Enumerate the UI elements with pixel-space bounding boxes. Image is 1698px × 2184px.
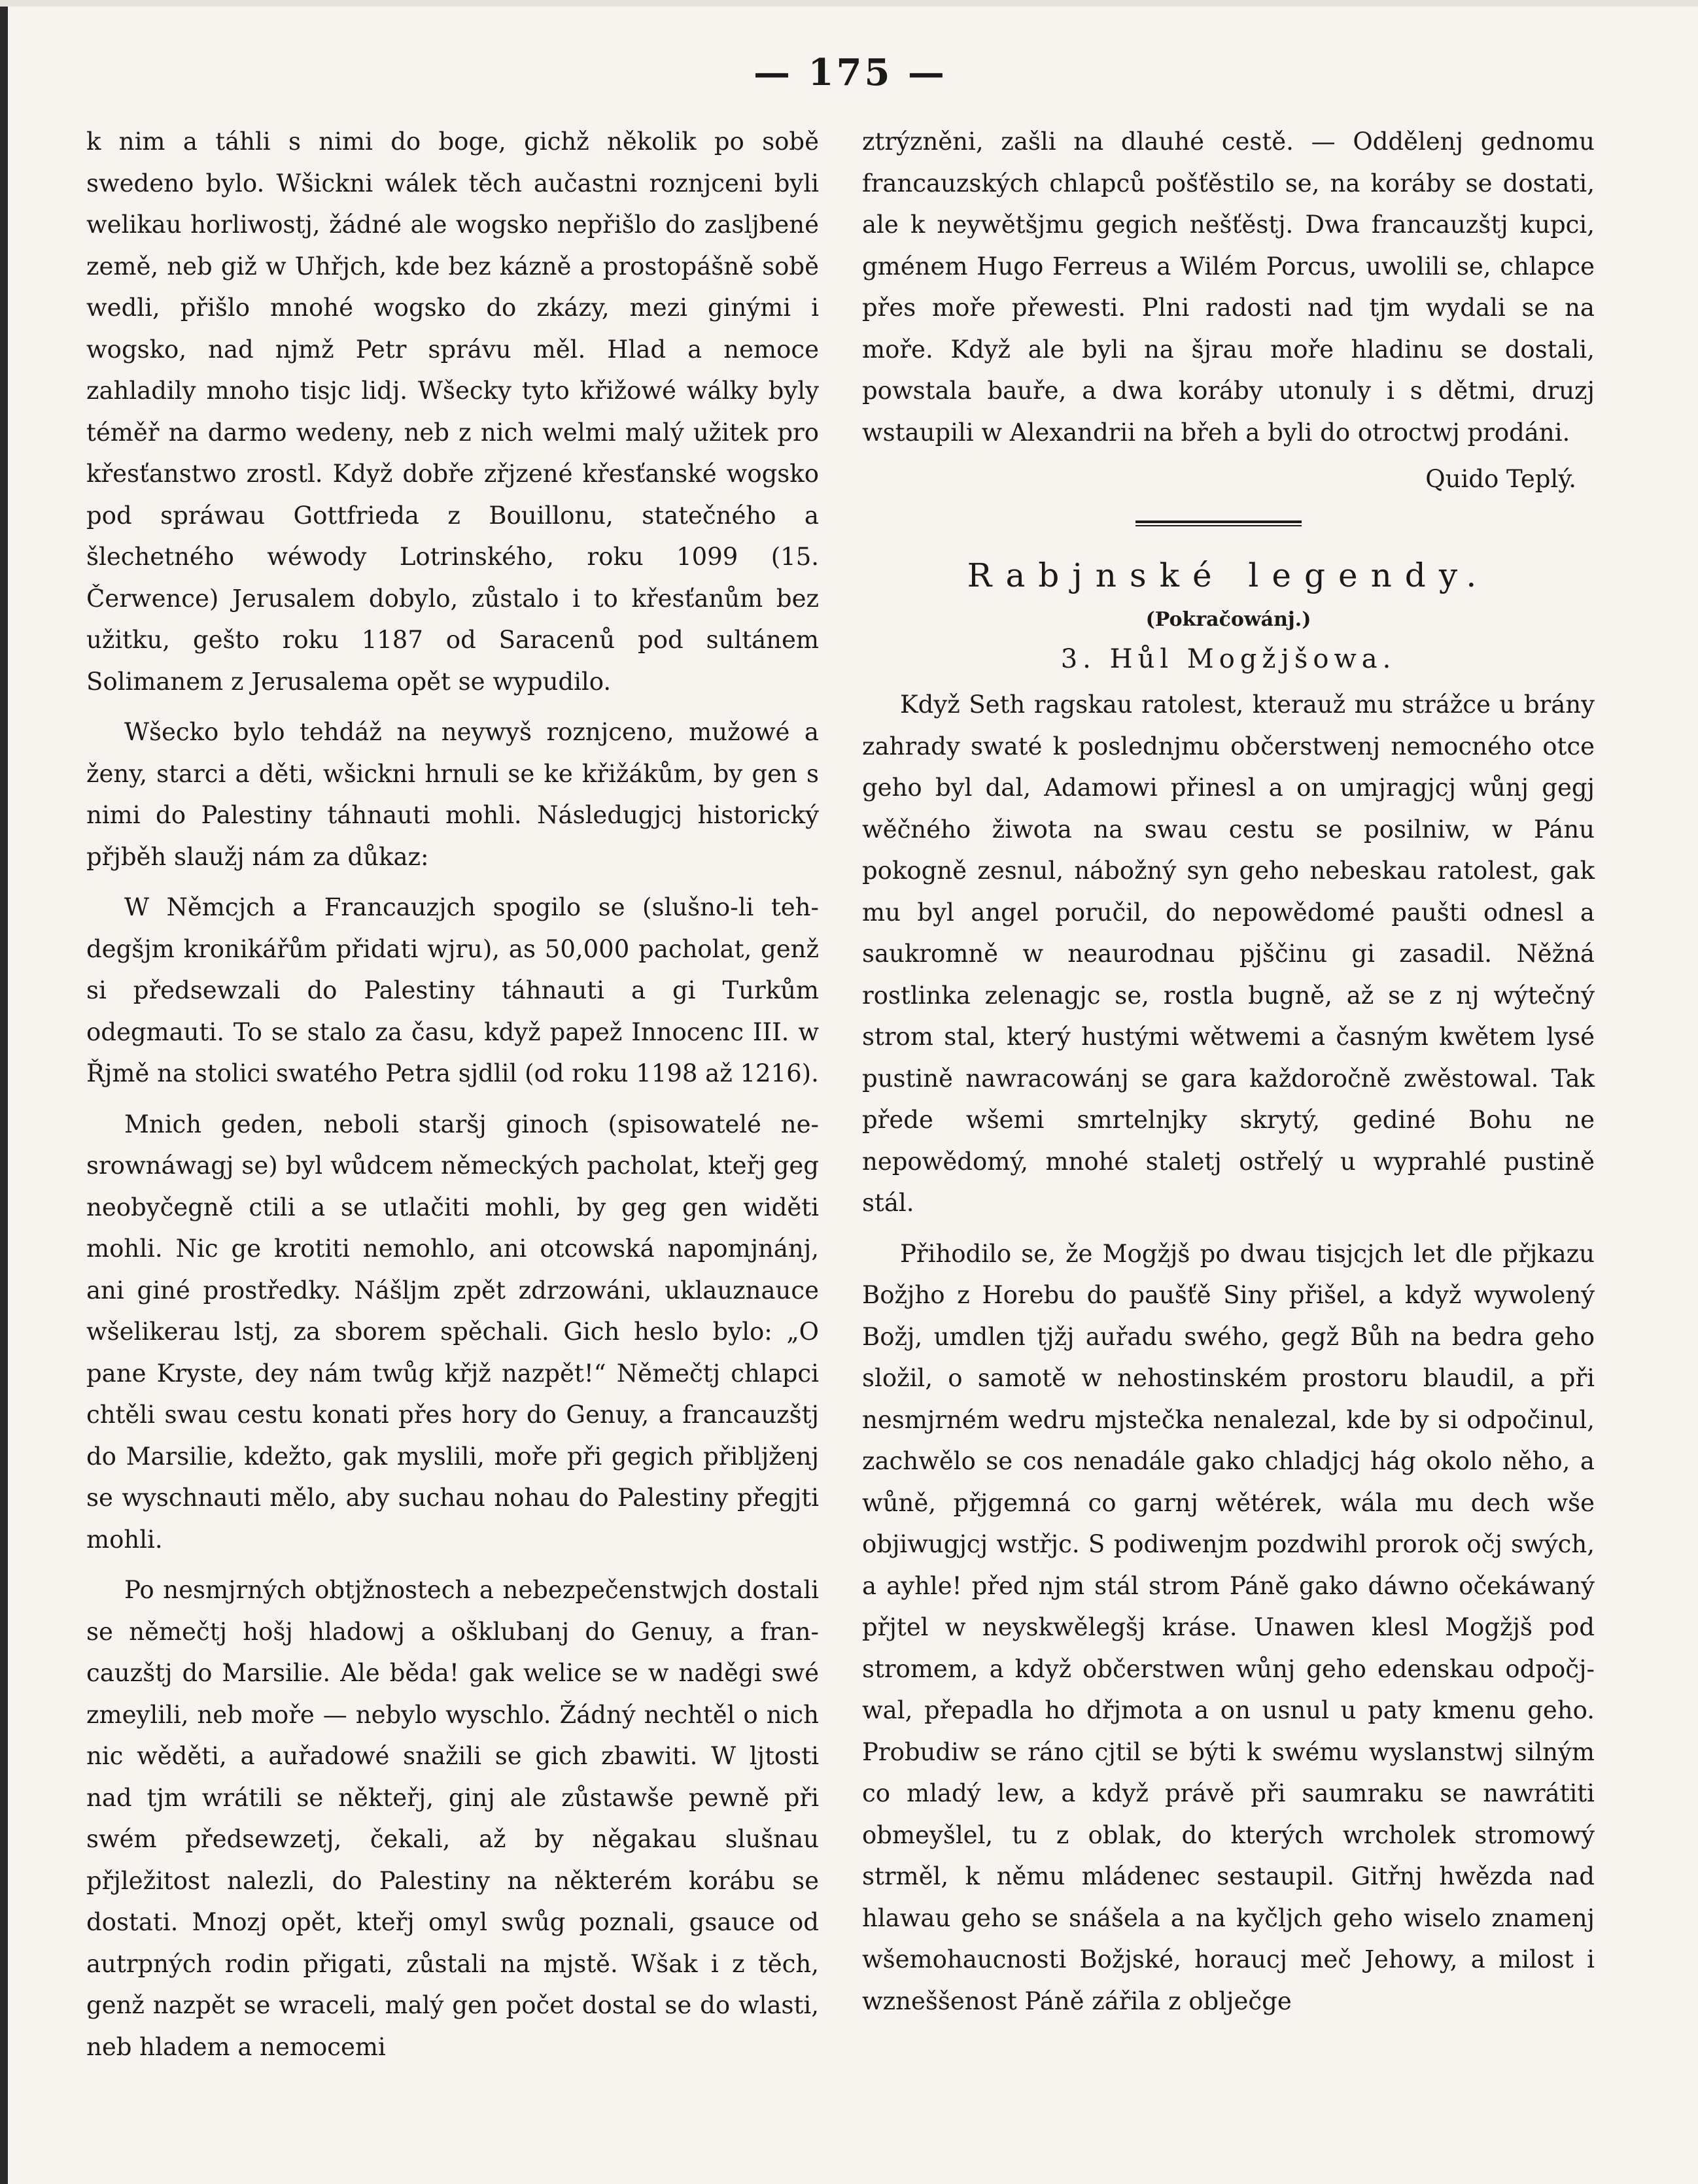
page-top-edge [0,0,1698,7]
left-paragraph-3: W Němcjch a Francauzjch spogilo se (slušno-li tehdegšjm kronikářům přidati wjru), as 50,000 pacholat, genž si předsewzali do Palestiny táhnauti a gi Turkům odegmauti. To se stalo za času, když papež Innocenc III. w Řjmě na stolici swatého Petra sjdlil (od roku 1198 až 1216). [86,893,819,1087]
section-chapter: 3. Hůl Mogžjšowa. [1060,644,1396,674]
right-column [862,121,1595,2022]
right-paragraph-1: ztrýzněni, zašli na dlauhé cestě. — Oddělenj gednomu francauzských chlapců pošťěstilo se, na koráby se dostati, ale k neywětšjmu gegich nešťěstj. Dwa francauzštj kupci, gménem Hugo Ferreus a Wilém Porcus, uwolili se, chlapce přes moře přewesti. Plni radosti nad tjm wydali se na moře. Když ale byli na šjrau moře hladinu se dostali, powstala bauře, a dwa koráby utonuly i s dětmi, druzj wstaupili w Alexandrii na břeh a byli do otroctwj prodáni. [862,128,1595,447]
section-divider [862,500,1595,545]
left-paragraph-5: Po nesmjrných obtjžnostech a nebezpečenstwjch dostali se němečtj hošj hladowj a ošklubanj do Genuy, a francauzštj do Marsilie. Ale běda! gak welice se w naděgi swé zmeylili, neb moře — nebylo wyschlo. Žádný nechtěl o nich nic wěděti, a auřadowé snažili se gich zbawiti. W ljtosti nad tjm wrátili se někteřj, ginj ale zůstawše pewně při swém předsewzetj, čekali, až by něgakau slušnau přjležitost nalezli, do Palestiny na některém korábu se dostati. Mnozj opět, kteřj omyl swůg poznali, gsauce od autrpných rodin přigati, zůstali na mjstě. Wšak i z těch, genž nazpět se wraceli, malý gen počet dostal se do wlasti, neb hladem a nemocemi [86,1576,819,2061]
page-binding-edge [0,0,8,2184]
section-title: Rabjnské legendy. [967,556,1490,594]
right-paragraph-2: Když Seth ragskau ratolest, kterauž mu strážce u brány zahrady swaté k poslednjmu občerstwenj nemocného otce geho byl dal, Adamowi přinesl a on umjragjcj wůnj gegj wěčného žiwota na swau cestu se posilniw, w Pánu pokogně zesnul, nábožný syn geho nebeskau ratolest, gak mu byl angel poručil, do nepowědomé paušti odnesl a saukromně w neaurodnau pjščinu gi zasadil. Něžná rostlinka zelenagjc se, rostla bugně, až se z nj wýtečný strom stal, který hustými wětwemi a časným kwětem lysé pustině nawracowánj se gara každoročně zwěstowal. Tak přede wšemi smrtelnjky skrytý, gediné Bohu ne nepowědomý, mnohé staletj ostřelý u wyprahlé pustině stál. [862,691,1595,1217]
page-number: — 175 — [754,51,947,94]
left-paragraph-4: Mnich geden, neboli staršj ginoch (spisowatelé nesrownáwagj se) byl wůdcem německých pacholat, kteřj geg neobyčegně ctili a se utlačiti mohli, by geg gen widěti mohli. Nic ge krotiti nemohlo, ani otcowská napomjnánj, ani giné prostředky. Nášljm zpět zdrzowáni, uklauznauce wšelikerau lstj, za sborem spěchali. Gich heslo bylo: „O pane Kryste, dey nám twůg křjž nazpět!“ Němečtj chlapci chtěli swau cestu konati přes hory do Genuy, a francauzštj do Marsilie, kdežto, gak myslili, moře při gegich přibljženj se wyschnauti mělo, aby suchau nohau do Palestiny přegjti mohli. [86,1110,819,1554]
section-subtitle: (Pokračowánj.) [1145,608,1311,631]
left-paragraph-2: Wšecko bylo tehdáž na neywyš roznjceno, mužowé a ženy, starci a děti, wšickni hrnuli se ke křižákům, by gen s nimi do Palestiny táhnauti mohli. Následugjcj historický přjběh slaužj nám za důkaz: [86,718,819,871]
left-paragraph-1: k nim a táhli s nimi do boge, gichž několik po sobě swedeno bylo. Wšickni wálek těch aučastni roznjceni byli welikau horliwostj, žádné ale wogsko nepřišlo do zasljbené země, neb giž w Uhřjch, kde bez kázně a prostopášně sobě wedli, přišlo mnohé wogsko do zkázy, mezi ginými i wogsko, nad njmž Petr správu měl. Hlad a nemoce zahladily mnoho tisjc lidj. Wšecky tyto křižowé wálky byly téměř na darmo wedeny, neb z nich welmi malý užitek pro křesťanstwo zrostl. Když dobře zřjzené křesťanské wogsko pod spráwau Gottfrieda z Bouillonu, statečného a šlechetného wéwody Lotrinského, roku 1099 (15. Čerwence) Jerusalem dobylo, zůstalo i to křesťanům bez užitku, gešto roku 1187 od Saracenů pod sultánem Solimanem z Jerusalema opět se wypudilo. [86,128,819,696]
left-column [86,121,819,2068]
author-signature: Quido Teplý. [1425,465,1576,493]
divider-rule [1135,520,1302,526]
right-paragraph-3: Přihodilo se, že Mogžjš po dwau tisjcjch let dle přjkazu Božjho z Horebu do paušťě Siny přišel, a když wywolený Božj, umdlen tjžj auřadu swého, gegž Bůh na bedra geho složil, o samotě w nehostinském prostoru blaudil, a při nesmjrném wedru mjstečka nenalezal, kde by si odpočinul, zachwělo se cos nenadále gako chladjcj hág okolo něho, a wůně, přjgemná co garnj wětérek, wála mu dech wše objiwugjcj wstřjc. S podiwenjm pozdwihl prorok očj swých, a ayhle! před njm stál strom Páně gako dáwno očekáwaný přjtel w neyskwělegšj kráse. Unawen klesl Mogžjš pod stromem, a když občerstwen wůnj geho edenskau odpočjwal, přepadla ho dřjmota a on usnul u paty kmenu geho. Probudiw se ráno cjtil se býti k swému wyslanstwj silným co mladý lew, a když právě při saumraku se nawrátiti obmeyšlel, tu z oblak, do kterých wrcholek stromowý strměl, k němu mládenec sestaupil. Gitřnj hwězda nad hlawau geho se snášela a na kyčljch geho wiselo znamenj wšemohaucnosti Božjské, horaucj meč Jehowy, a milost i wzneššenost Páně zářila z oblječge [862,1239,1595,2015]
